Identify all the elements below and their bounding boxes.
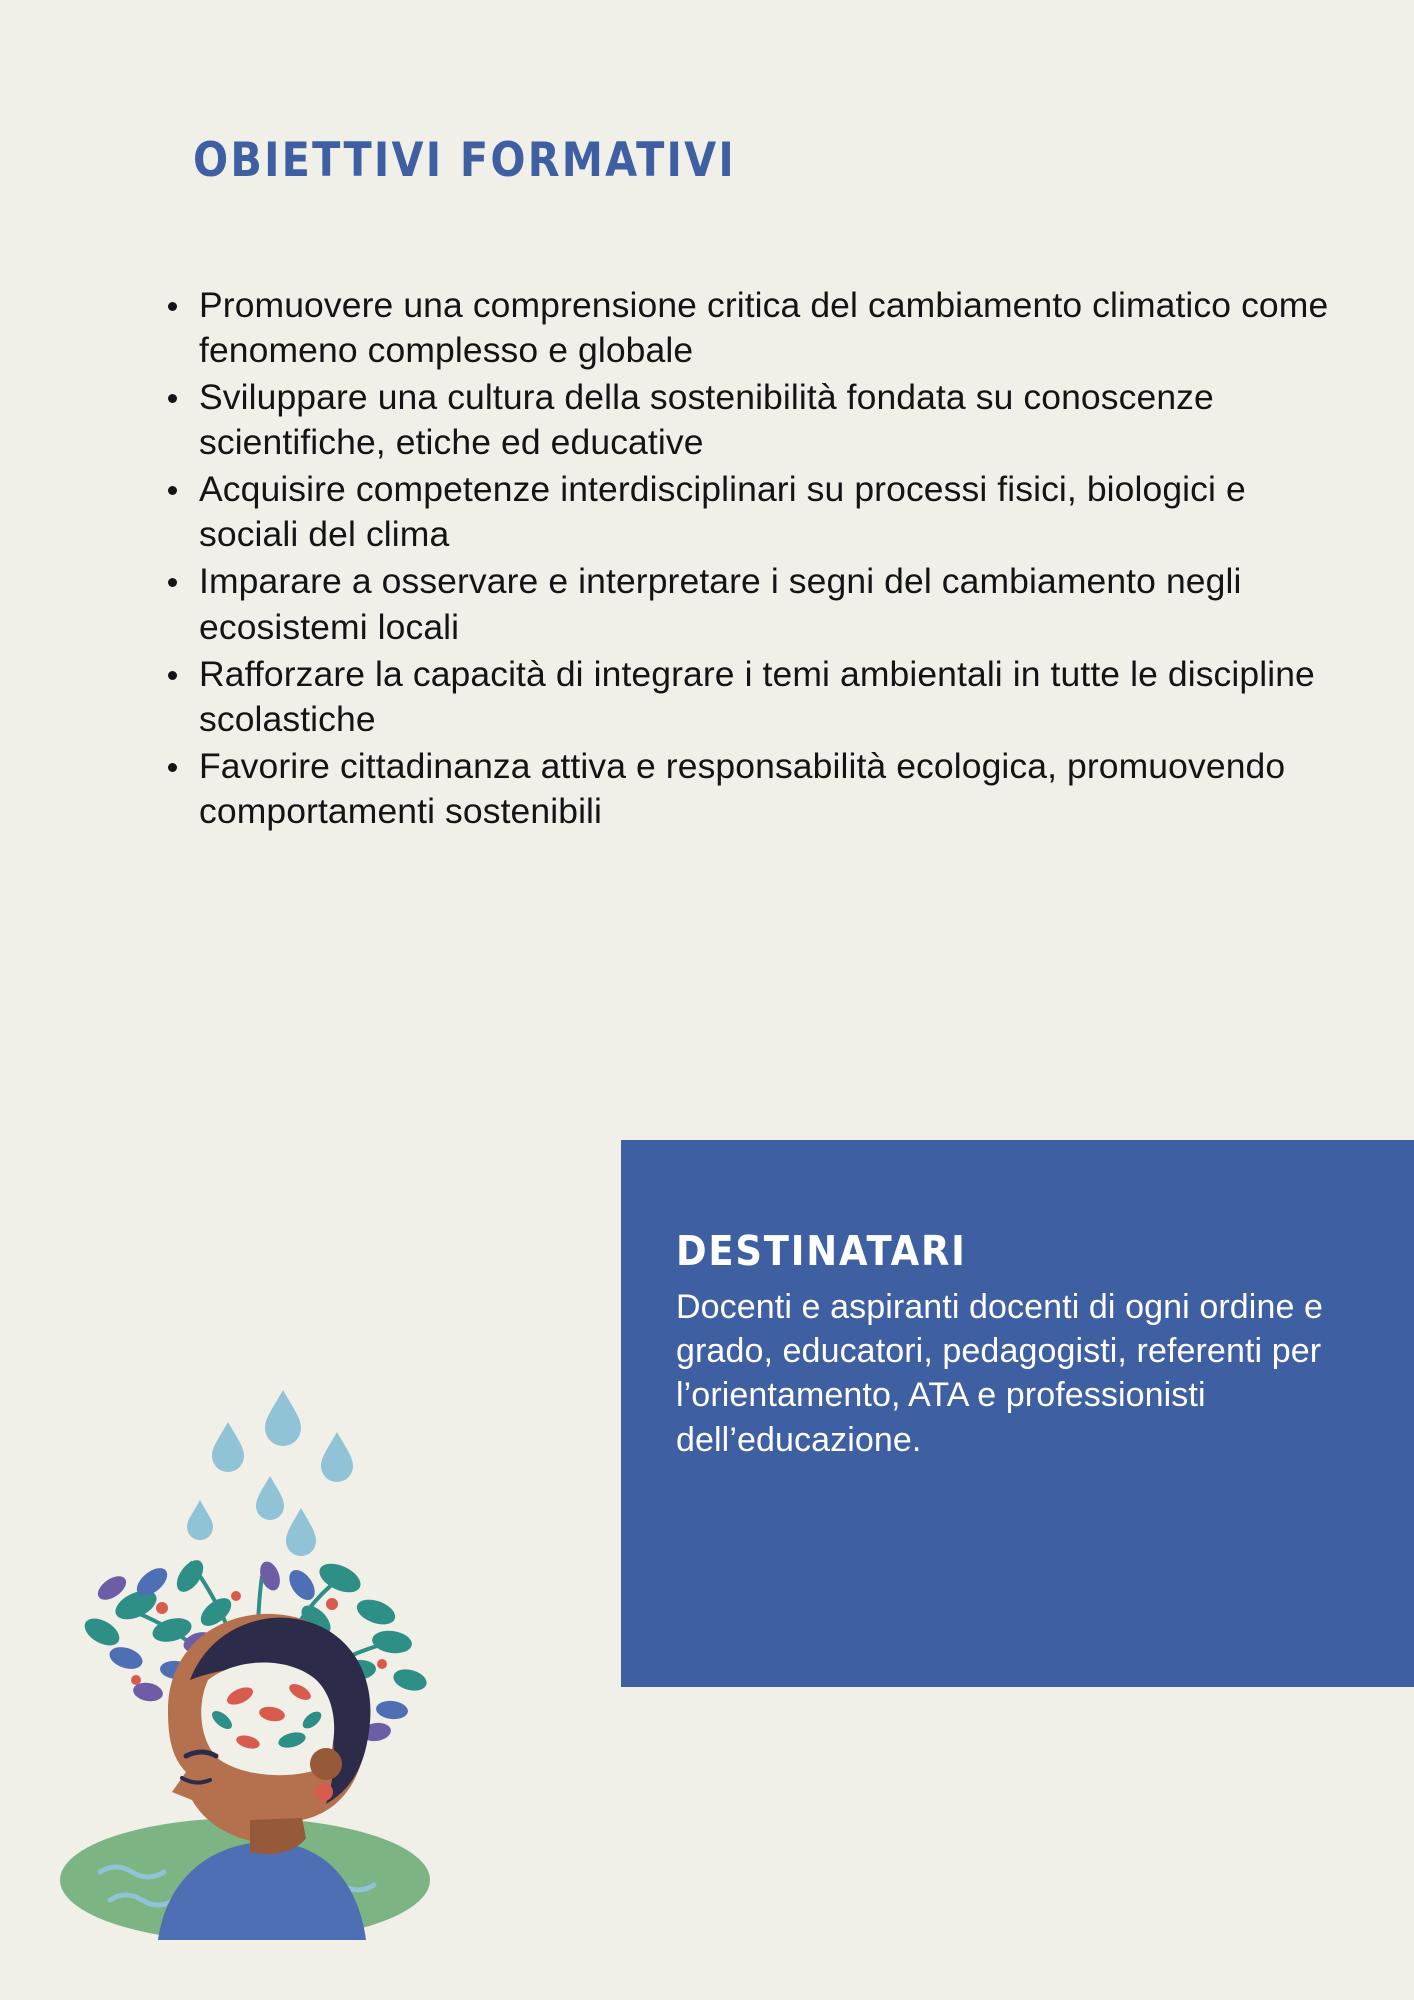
list-item: Favorire cittadinanza attiva e responsabilità ecologica, promuovendo comportamenti sostenibili	[155, 744, 1335, 834]
list-item: Imparare a osservare e interpretare i segni del cambiamento negli ecosistemi locali	[155, 559, 1335, 649]
page-title: OBIETTIVI FORMATIVI	[193, 133, 736, 188]
panel-body-text: Docenti e aspiranti docenti di ogni ordine e grado, educatori, pedagogisti, referenti per l’orientamento, ATA e professionisti dell’educazione.	[676, 1288, 1324, 1459]
list-item: Rafforzare la capacità di integrare i temi ambientali in tutte le discipline scolastiche	[155, 652, 1335, 742]
destinatari-panel	[621, 1140, 1414, 1687]
list-item: Sviluppare una cultura della sostenibilità fondata su conoscenze scientifiche, etiche ed educative	[155, 375, 1335, 465]
panel-title: DESTINATARI	[676, 1227, 967, 1275]
list-item: Acquisire competenze interdisciplinari su processi fisici, biologici e sociali del clima	[155, 467, 1335, 557]
list-item: Promuovere una comprensione critica del cambiamento climatico come fenomeno complesso e globale	[155, 283, 1335, 373]
head-with-plants-and-raindrops-icon	[40, 1380, 490, 1940]
objectives-list	[155, 283, 1335, 836]
